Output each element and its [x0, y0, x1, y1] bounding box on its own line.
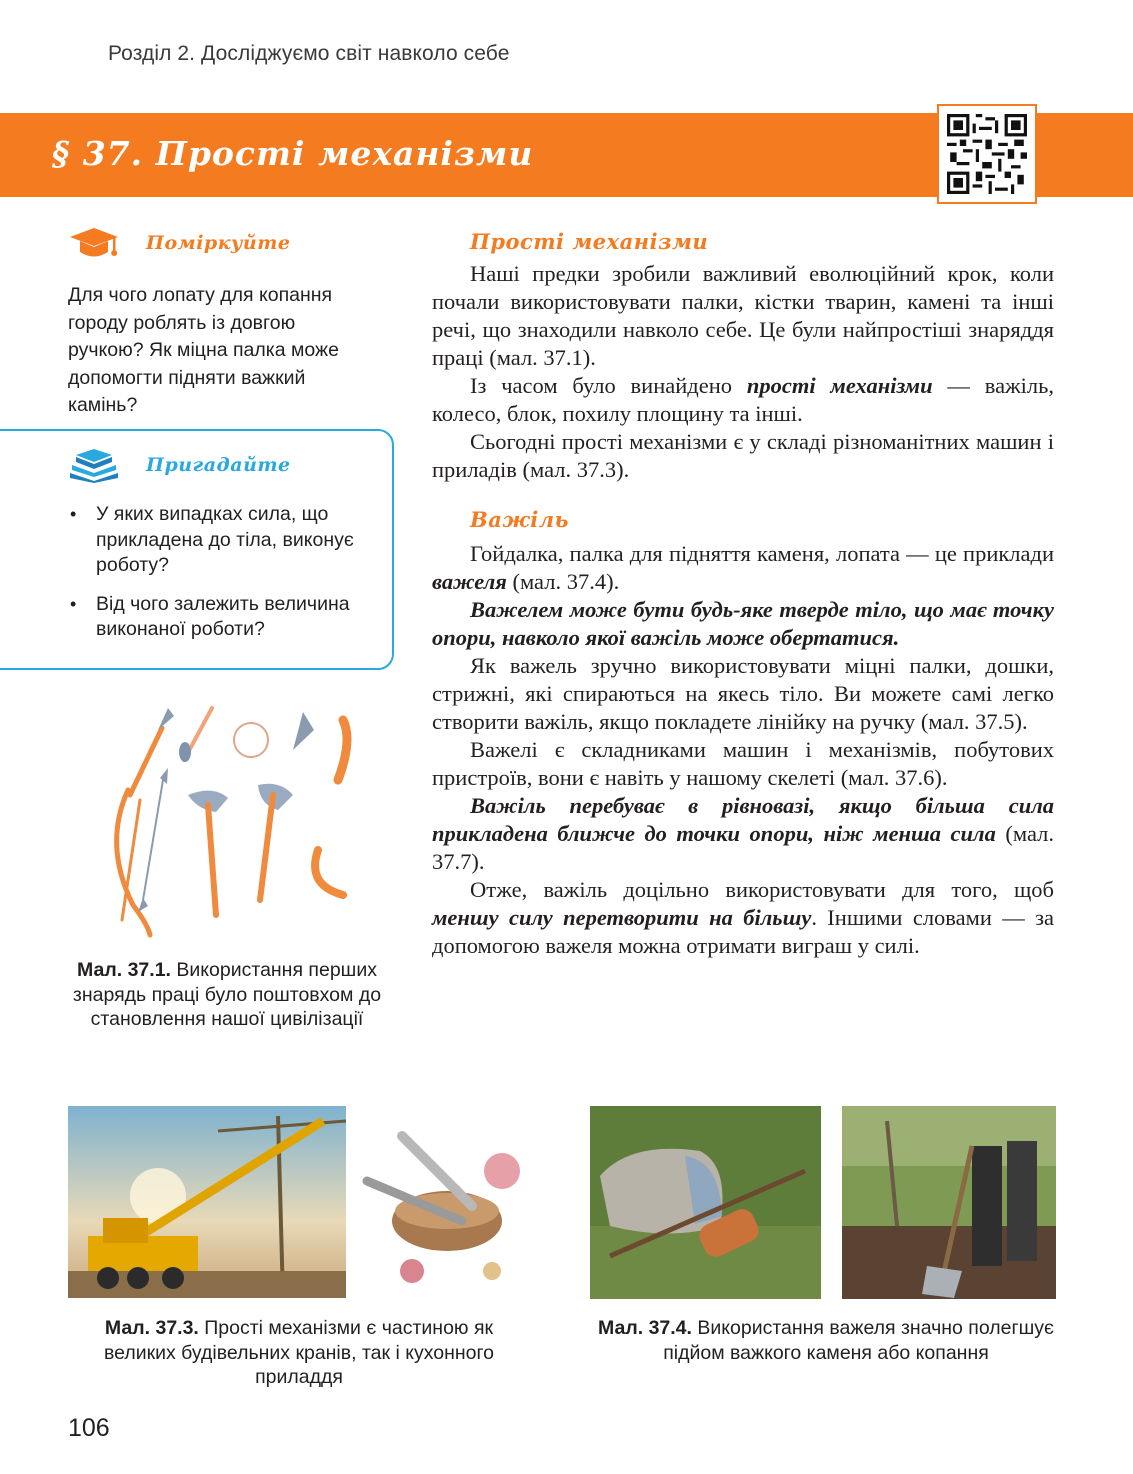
remember-item: • У яких випадках сила, що прикладена до тіла, виконує роботу?: [68, 502, 368, 579]
page-number: 106: [68, 1414, 110, 1442]
graduation-cap-icon: [68, 226, 120, 267]
term: меншу силу перетворити на більшу: [432, 905, 812, 930]
figure-37-4-caption: [596, 1316, 1056, 1365]
primitive-tools-illustration: [88, 700, 368, 950]
kitchen-tools-photo: [352, 1106, 544, 1298]
figure-label: Мал. 37.4.: [598, 1317, 692, 1339]
think-question: Для чого лопату для копання городу роблять із довгою ручкою? Як міцна палка може допомогти підняти важкий камінь?: [68, 284, 339, 416]
rule: Важіль перебуває в рівновазі, якщо більша сила прикладена ближче до точки опори, ніж менша сила (мал. 37.7).: [432, 793, 1054, 874]
lever-text: [432, 540, 1054, 960]
paragraph: Як важель зручно використовувати міцні палки, дошки, стрижні, які спираються на якесь тіло. Ви можете самі легко створити важіль, якщо покладете лінійку на ручку (мал. 37.5).: [432, 653, 1054, 734]
running-head: Розділ 2. Досліджуємо світ навколо себе: [108, 42, 510, 65]
remember-label: Пригадайте: [146, 454, 291, 476]
paragraph: Сьогодні прості механізми є у складі різноманітних машин і приладів (мал. 37.3).: [432, 429, 1054, 482]
heading-simple-mechanisms: Прості механізми: [470, 229, 709, 254]
term: важеля: [432, 569, 507, 594]
figure-label: Мал. 37.3.: [104, 1317, 199, 1339]
think-label: Поміркуйте: [146, 232, 291, 254]
qr-code-icon: [947, 114, 1027, 194]
books-icon: [68, 447, 120, 488]
intro-text: [432, 260, 1054, 484]
heading-lever: Важіль: [470, 507, 569, 532]
paragraph: Отже, важіль доцільно використовувати для того, щоб меншу силу перетворити на більшу. Іншими словами — за допомогою важеля можна отримати виграш у силі.: [432, 877, 1054, 958]
paragraph: Важелі є складниками машин і механізмів, побутових пристроїв, вони є навіть у нашому скелеті (мал. 37.6).: [432, 737, 1054, 790]
section-title: § 37. Прості механізми: [52, 134, 534, 173]
figure-label: Мал. 37.1.: [77, 959, 171, 981]
term: прості механізми: [746, 373, 933, 398]
paragraph: Наші предки зробили важливий еволюційний крок, коли почали використовувати палки, кістки тварин, камені та інші речі, що знаходили навколо себе. Це були найпростіші знаряддя праці (мал. 37.1).: [432, 261, 1054, 370]
crane-photo: [68, 1106, 346, 1298]
paragraph: Гойдалка, палка для підняття каменя, лопата — це приклади важеля (мал. 37.4).: [432, 541, 1054, 594]
stone-and-lever-photo: [590, 1106, 821, 1299]
qr-code[interactable]: [937, 104, 1037, 204]
remember-list: [68, 502, 368, 656]
paragraph: Із часом було винайдено прості механізми — важіль, колесо, блок, похилу площину та інші.: [432, 373, 1054, 426]
figure-caption-text: Використання перших знарядь праці було поштовхом до становлення нашої цивілізації: [72, 959, 382, 1030]
digging-shovel-photo: [842, 1106, 1056, 1299]
definition: Важелем може бути будь-яке тверде тіло, що має точку опори, навколо якої важіль може обертатися.: [432, 597, 1054, 650]
figure-37-1-caption: [72, 958, 382, 1032]
figure-caption-text: Використання важеля значно полегшує підйом важкого каменя або копання: [663, 1317, 1054, 1364]
figure-caption-text: Прості механізми є частиною як великих будівельних кранів, так і кухонного приладдя: [103, 1317, 495, 1388]
remember-item: • Від чого залежить величина виконаної роботи?: [68, 592, 368, 643]
figure-37-3-caption: [68, 1316, 530, 1390]
